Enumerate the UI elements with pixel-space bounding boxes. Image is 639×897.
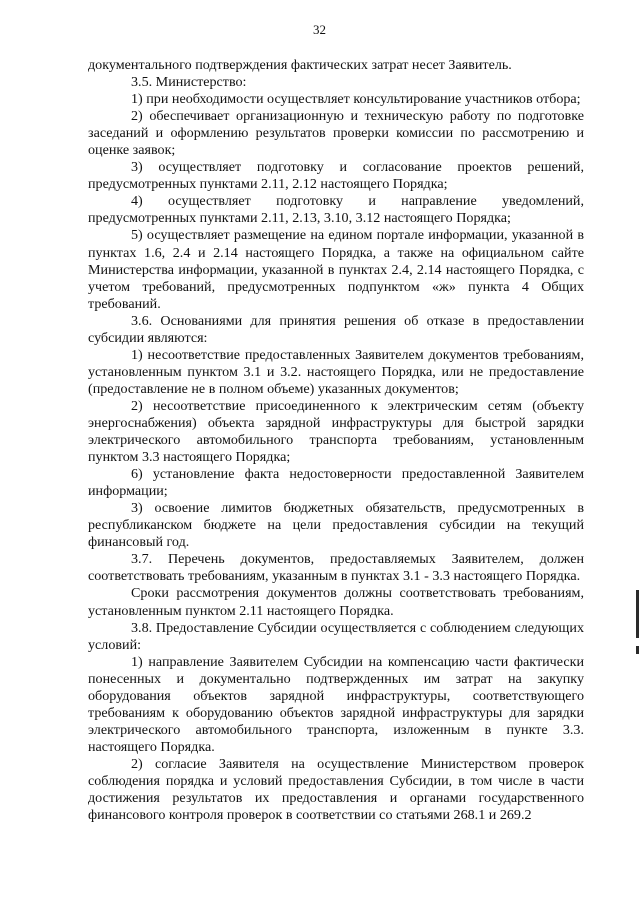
- list-item: 4) осуществляет подготовку и направление уведомлений, предусмотренных пунктами 2.11, 2.13, 3.10, 3.12 настоящего Порядка;: [88, 193, 584, 227]
- list-item: 1) направление Заявителем Субсидии на компенсацию части фактически понесенных и документально подтвержденных им затрат на закупку оборудования объектов зарядной инфраструктуры, соответствующего требованиям к оборудованию объектов зарядной инфраструктуры для зарядки электрического автомобильного транспорта, изложенным в пункте 3.3. настоящего Порядка.: [88, 653, 584, 755]
- section-paragraph-3-7: 3.7. Перечень документов, предоставляемых Заявителем, должен соответствовать требованиям, указанным в пунктах 3.1 - 3.3 настоящего Порядка.: [88, 551, 584, 585]
- page-number: 32: [313, 22, 326, 37]
- list-item: 1) несоответствие предоставленных Заявителем документов требованиям, установленным пунктом 3.1 и 3.2. настоящего Порядка, или не предоставление (предоставление не в полном объеме) указанных документов;: [88, 346, 584, 397]
- list-item: 3) осуществляет подготовку и согласование проектов решений, предусмотренных пунктами 2.11, 2.12 настоящего Порядка;: [88, 159, 584, 193]
- list-item: 2) согласие Заявителя на осуществление Министерством проверок соблюдения порядка и условий предоставления Субсидии, в том числе в части достижения результатов их предоставления и органами государственного финансового контроля проверок в соответствии со статьями 268.1 и 269.2: [88, 755, 584, 824]
- list-item: 6) установление факта недостоверности предоставленной Заявителем информации;: [88, 466, 584, 500]
- list-item: 1) при необходимости осуществляет консультирование участников отбора;: [131, 91, 581, 108]
- document-body: [88, 57, 584, 824]
- section-heading-3-6: 3.6. Основаниями для принятия решения об отказе в предоставлении субсидии являются:: [88, 312, 584, 346]
- list-item: 5) осуществляет размещение на едином портале информации, указанной в пунктах 1.6, 2.4 и 2.14 настоящего Порядка, а также на официальном сайте Министерства информации, указанной в пунктах 2.4, 2.14 настоящего Порядка, с учетом требований, предусмотренных подпунктом «ж» пункта 4 Общих требований.: [88, 227, 584, 312]
- section-heading-3-8: 3.8. Предоставление Субсидии осуществляется с соблюдением следующих условий:: [88, 619, 584, 653]
- list-item: 2) обеспечивает организационную и техническую работу по подготовке заседаний и оформлению результатов проверки комиссии по рассмотрению и оценке заявок;: [88, 108, 584, 159]
- section-heading-3-5: 3.5. Министерство:: [131, 74, 247, 91]
- paragraph: Сроки рассмотрения документов должны соответствовать требованиям, установленным пунктом 2.11 настоящего Порядка.: [88, 585, 584, 619]
- list-item: 3) освоение лимитов бюджетных обязательств, предусмотренных в республиканском бюджете на цели предоставления субсидии на текущий финансовый год.: [88, 500, 584, 551]
- paragraph-continuation: документального подтверждения фактических затрат несет Заявитель.: [88, 57, 512, 73]
- list-item: 2) несоответствие присоединенного к электрическим сетям (объекту энергоснабжения) объекта зарядной инфраструктуры для быстрой зарядки электрического автомобильного транспорта требованиям, установленным пунктом 3.3 настоящего Порядка;: [88, 397, 584, 466]
